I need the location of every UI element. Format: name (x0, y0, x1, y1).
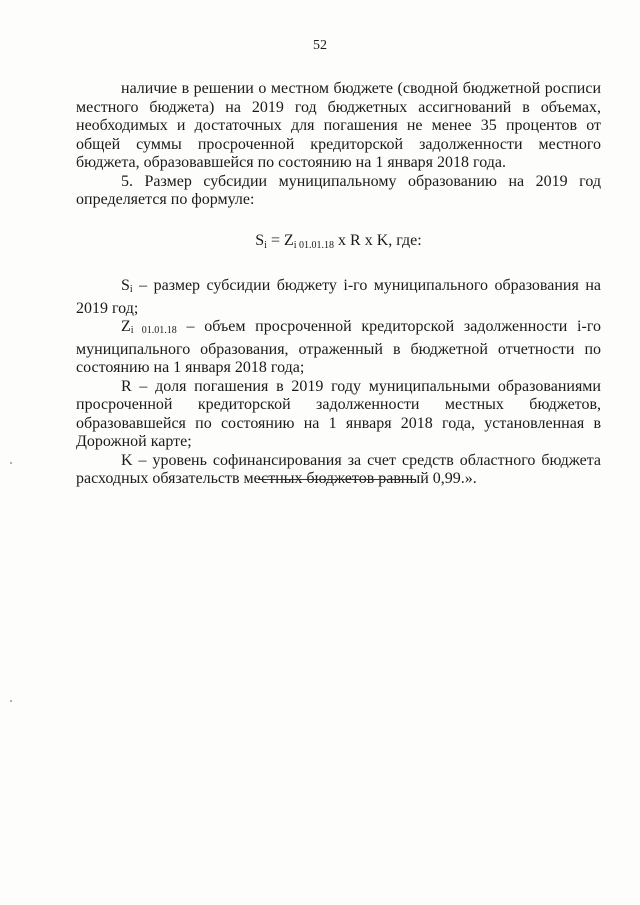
definition-s-subscript: i (129, 284, 133, 295)
page-number: 52 (313, 38, 327, 53)
paragraph-subsidy-size: 5. Размер субсидии муниципальному образованию на 2019 год определяется по формуле: (76, 172, 601, 208)
definition-z-symbol: Z (121, 318, 131, 335)
definition-k: K – уровень софинансирования за счет средств областного бюджета расходных обязательств местных бюджетов равный 0,99.». (76, 451, 601, 487)
definition-z-date: 01.01.18 (133, 325, 177, 336)
paragraph-condition: наличие в решении о местном бюджете (сводной бюджетной росписи местного бюджета) на 2019 год бюджетных ассигнований в объемах, необходимых и достаточных для погашения не менее 35 процентов от общей суммы просроченной кредиторской задолженности местного бюджета, образовавшейся по состоянию на 1 января 2018 года. (76, 80, 601, 171)
definition-z (76, 318, 601, 378)
formula-lhs: S (255, 231, 265, 249)
definition-s (76, 277, 601, 318)
subsidy-formula (76, 232, 601, 256)
formula-eq: = Z (266, 231, 294, 249)
definition-s-symbol: S (121, 277, 130, 294)
definition-r: R – доля погашения в 2019 году муниципальными образованиями просроченной кредиторской задолженности местных бюджетов, образовавшейся по состоянию на 1 января 2018 года, установленная в Дорожной карте; (76, 377, 601, 450)
definition-z-subscript: i (130, 325, 134, 336)
formula-lhs-subscript: i (264, 239, 267, 251)
definition-s-text: – размер субсидии бюджету i-го муниципального образования на 2019 год; (76, 277, 601, 317)
formula-rhs: x R x K, где: (334, 231, 422, 249)
definition-z-text: – объем просроченной кредиторской задолженности i-го муниципального образования, отраженный в бюджетной отчетности по состоянию на 1 января 2018 года; (76, 318, 601, 376)
end-divider (258, 479, 416, 480)
document-body (76, 80, 601, 489)
scan-speck (10, 462, 12, 464)
formula-z-subscript: i 01.01.18 (293, 239, 335, 251)
scan-speck (10, 700, 12, 702)
